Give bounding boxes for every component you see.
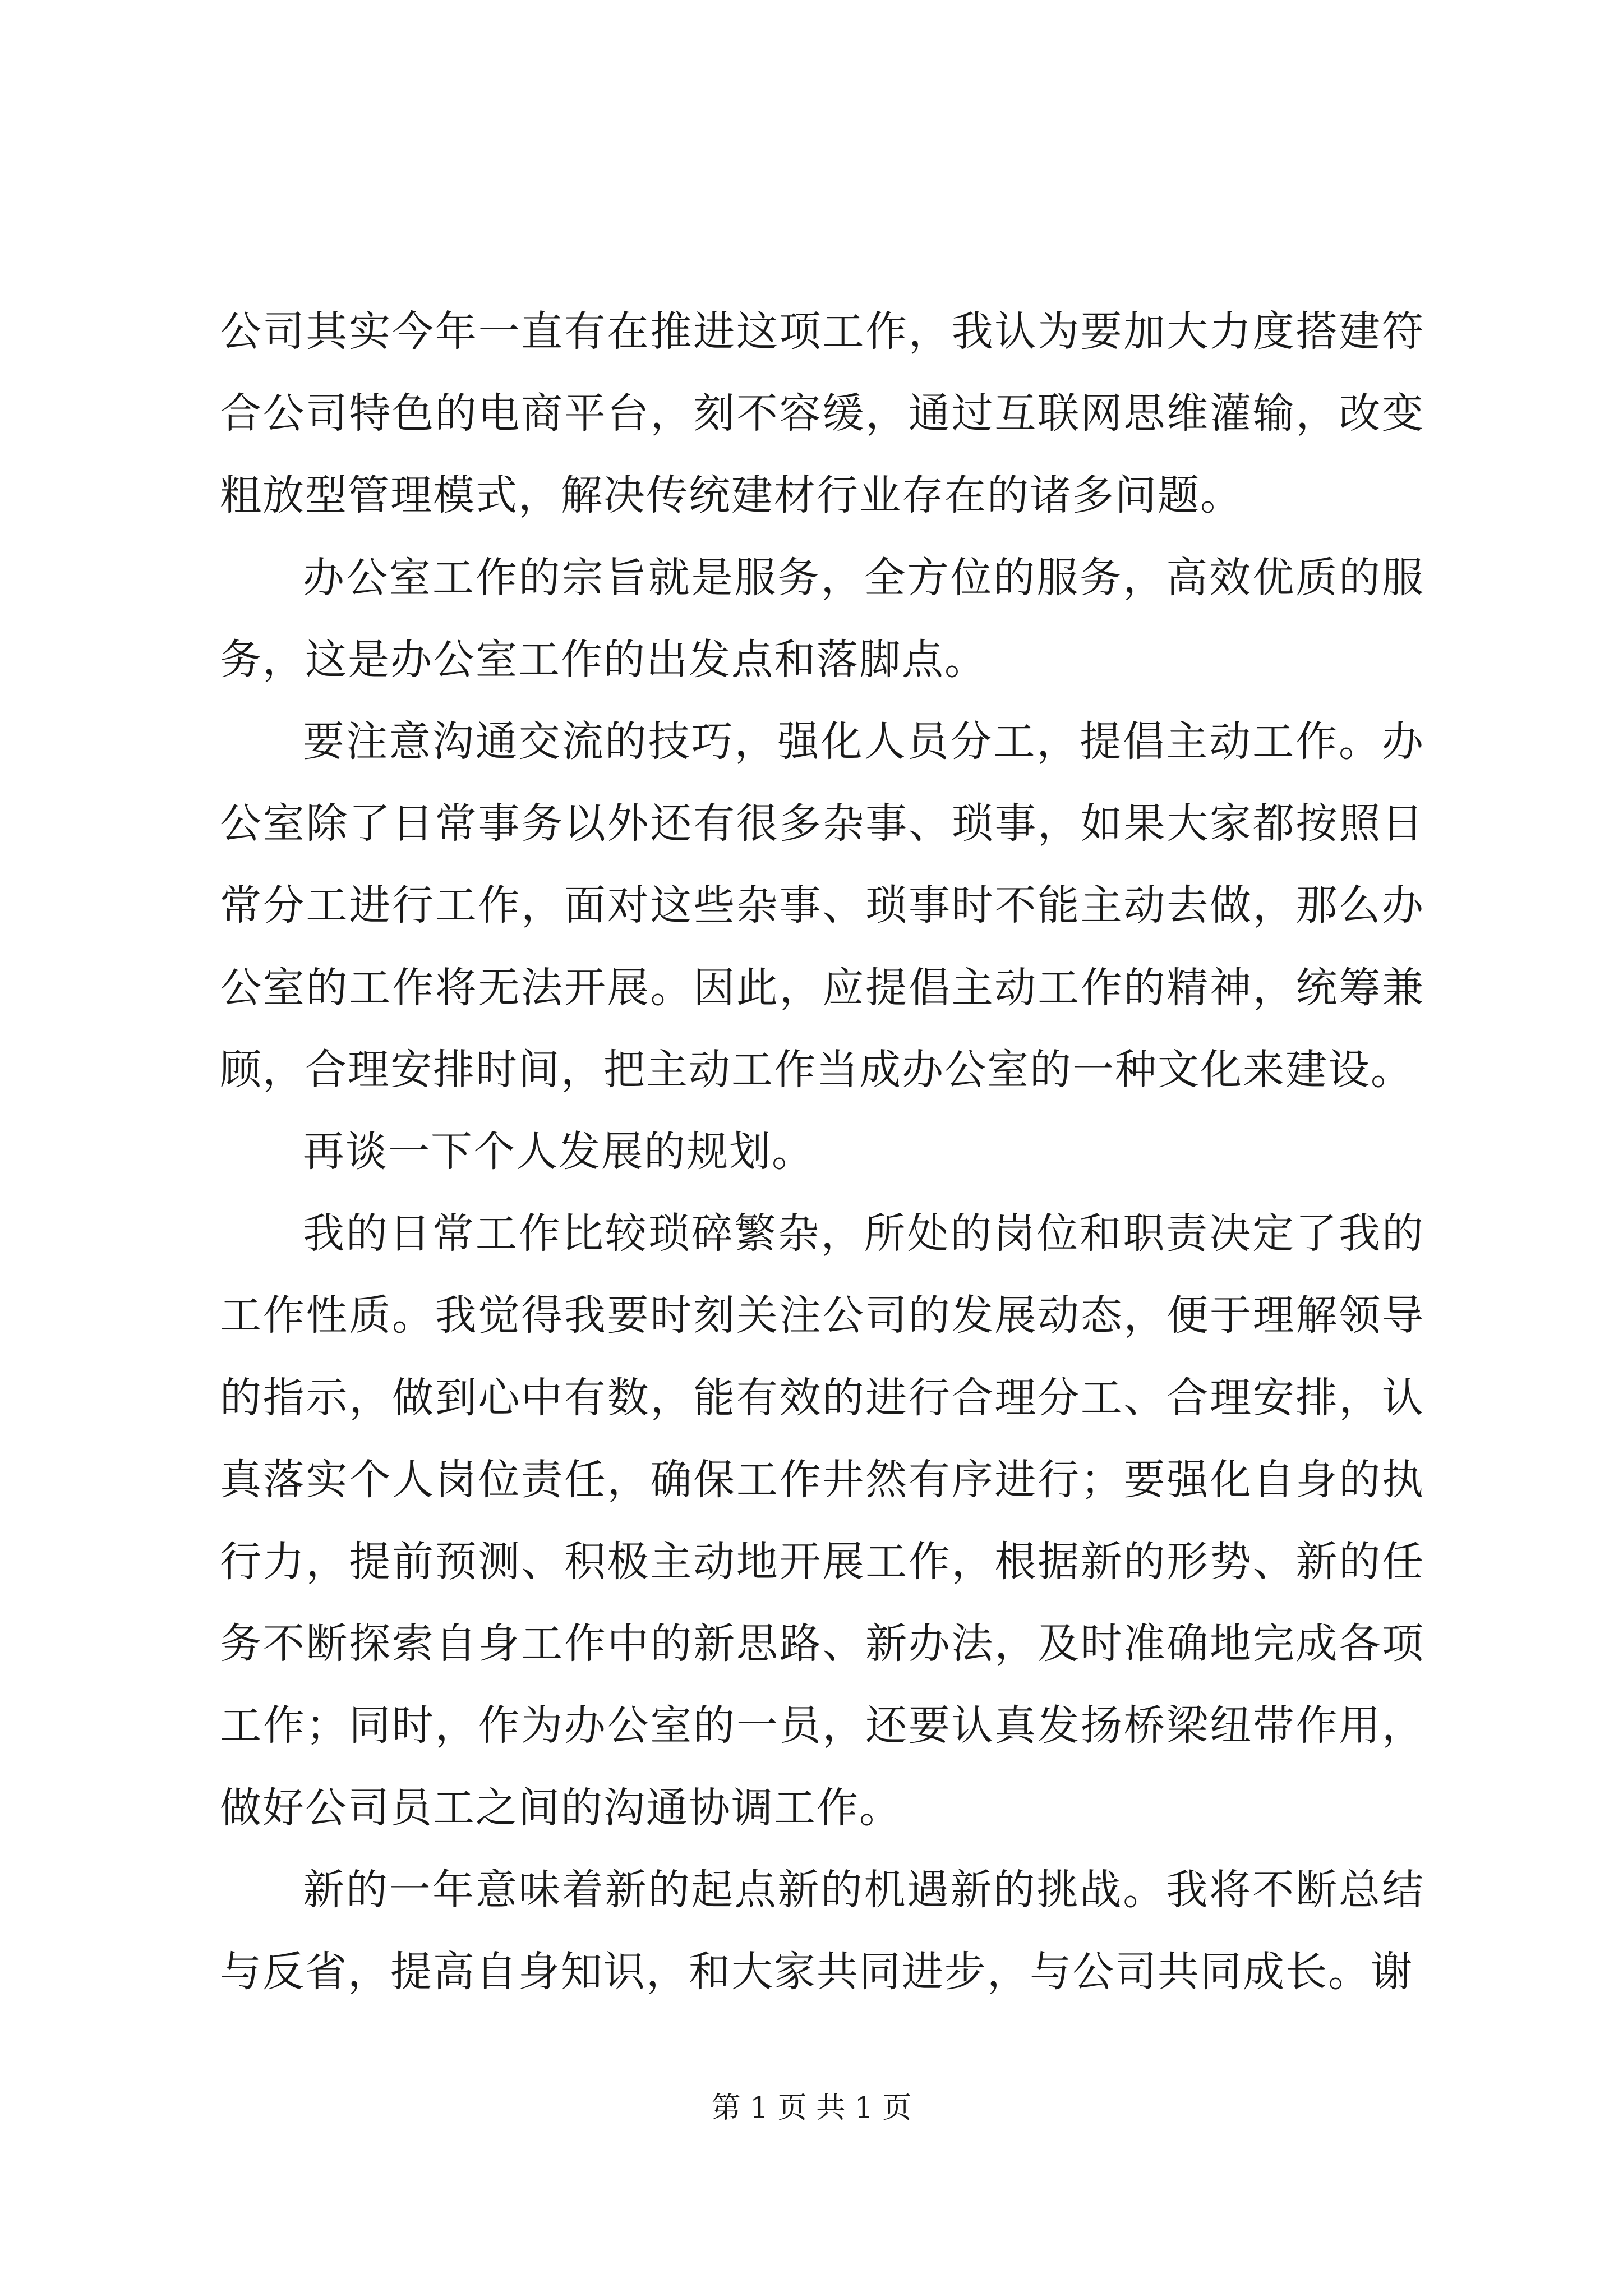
- paragraph: 办公室工作的宗旨就是服务，全方位的服务，高效优质的服务，这是办公室工作的出发点和落脚点。: [220, 553, 1424, 684]
- page-footer: 第 1 页 共 1 页: [711, 2091, 912, 2125]
- document-body: [220, 291, 1424, 2013]
- paragraph: 新的一年意味着新的起点新的机遇新的挑战。我将不断总结与反省，提高自身知识，和大家共同进步，与公司共同成长。谢: [220, 1865, 1424, 1996]
- paragraph: 我的日常工作比较琐碎繁杂，所处的岗位和职责决定了我的工作性质。我觉得我要时刻关注公司的发展动态，便于理解领导的指示，做到心中有数，能有效的进行合理分工、合理安排，认真落实个人岗位责任，确保工作井然有序进行；要强化自身的执行力，提前预测、积极主动地开展工作，根据新的形势、新的任务不断探索自身工作中的新思路、新办法，及时准确地完成各项工作；同时，作为办公室的一员，还要认真发扬桥梁纽带作用，做好公司员工之间的沟通协调工作。: [220, 1209, 1424, 1832]
- paragraph: 要注意沟通交流的技巧，强化人员分工，提倡主动工作。办公室除了日常事务以外还有很多杂事、琐事，如果大家都按照日常分工进行工作，面对这些杂事、琐事时不能主动去做，那么办公室的工作将无法开展。因此，应提倡主动工作的精神，统筹兼顾，合理安排时间，把主动工作当成办公室的一种文化来建设。: [220, 717, 1424, 1094]
- paragraph: 公司其实今年一直有在推进这项工作，我认为要加大力度搭建符合公司特色的电商平台，刻不容缓，通过互联网思维灌输，改变粗放型管理模式，解决传统建材行业存在的诸多问题。: [220, 307, 1424, 520]
- paragraph: 再谈一下个人发展的规划。: [303, 1128, 814, 1176]
